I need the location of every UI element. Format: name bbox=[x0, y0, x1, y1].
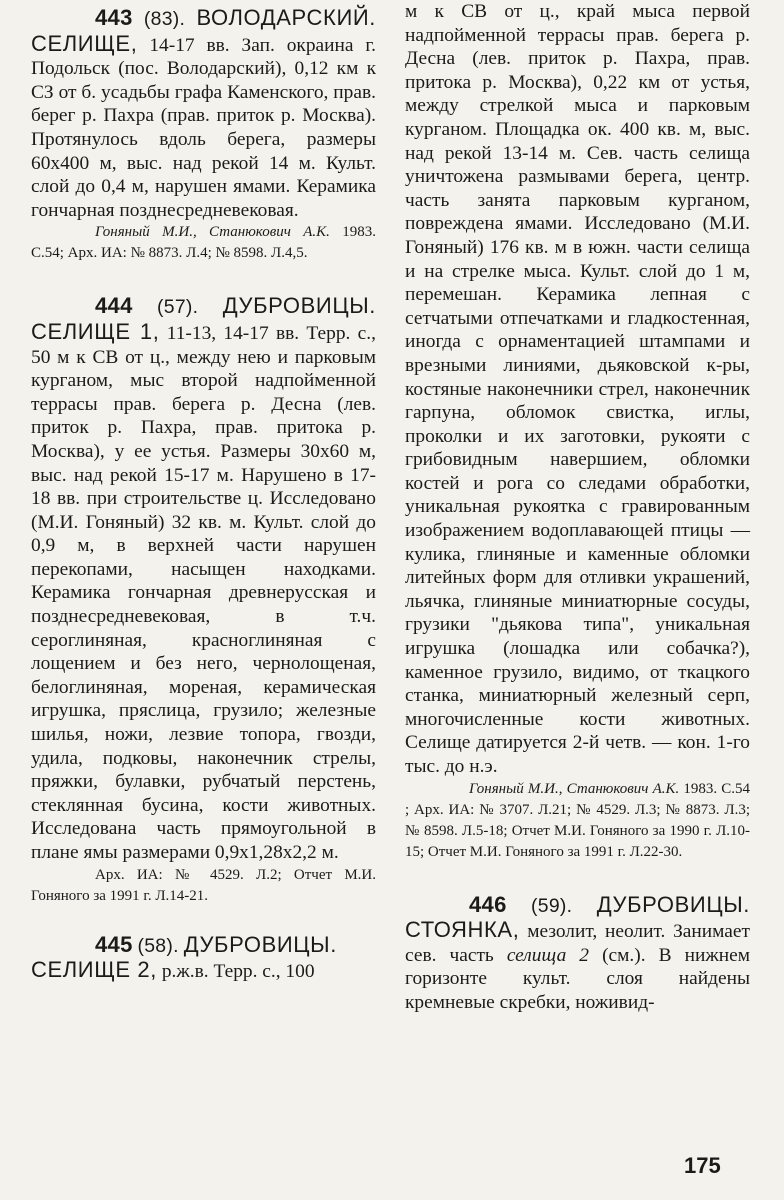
entry-references bbox=[405, 779, 750, 863]
entry-number: 443 bbox=[95, 5, 133, 30]
refs-text: 1983. С.54; Арх. ИА: № 8873. Л.4; № 8598. Л.4,5. bbox=[31, 224, 376, 262]
entry-ref-number: (59). bbox=[531, 894, 573, 917]
entry-references bbox=[31, 865, 376, 907]
entry-ref-number: (57). bbox=[157, 296, 199, 319]
entry-body: мезолит, неолит. Занимает сев. часть bbox=[405, 921, 750, 966]
right-column bbox=[405, 0, 750, 1015]
entry-number: 446 bbox=[469, 891, 507, 917]
entry-body-end: (см.). В нижнем горизонте культ. слоя найдены кремневые скребки, ноживид- bbox=[405, 944, 750, 1013]
entry-443 bbox=[31, 0, 376, 264]
refs-text: Арх. ИА: № 4529. Л.2; Отчет М.И. Гоняного за 1991 г. Л.14-21. bbox=[31, 866, 376, 904]
entry-references bbox=[31, 222, 376, 264]
page-number: 175 bbox=[684, 1153, 721, 1178]
entry-445-start bbox=[31, 933, 376, 984]
entry-body-continued: м к СВ от ц., край мыса первой надпойменной террасы прав. берега р. Десна (лев. приток р. Пахра, прав. притока р. Москва), 0,22 км от устья, между стрелкой мыса и парковым курганом. Площадка ок. 400 кв. м, выс. над рекой 13-14 м. Сев. часть селища уничтожена размывами берега, центр. часть занята парковым курганом, повреждена ямами. Исследовано (М.И. Гоняный) 176 кв. м в южн. части селища и на стрелке мыса. Культ. слой до 1 м, перемешан. Керамика лепная с сетчатыми отпечатками и гладкостенная, иногда с орнаментацией штампами и врезными линиями, дьяковской к-ры, костяные наконечники стрел, наконечник гарпуна, обломок свистка, иглы, проколки и их заготовки, рукояти с грибовидным навершием, обломки костей и рога со следами обработки, уникальная рукоятка с гравированным изображением водоплавающей птицы — кулика, глиняные и каменные обломки литейных форм для отливки украшений, льячка, глиняные миниатюрные сосуды, грузики "дьякова типа", уникальная игрушка (лошадка или собачка?), каменное грузило, видимо, от ткацкого станка, миниатюрный железный серп, многочисленные кости животных. Селище датируется 2-й четв. — кон. 1-го тыс. до н.э. bbox=[405, 1, 750, 777]
entry-445-continued bbox=[405, 0, 750, 863]
entry-number: 445 bbox=[95, 931, 133, 957]
entry-title: ДУБРОВИЦЫ. СЕЛИЩЕ 2, bbox=[31, 931, 337, 983]
entry-body-emphasis: селища 2 bbox=[506, 944, 590, 966]
entry-446 bbox=[405, 893, 750, 1015]
refs-author: Гоняный М.И., Станюкович А.К. bbox=[469, 780, 680, 797]
entry-ref-number: (83). bbox=[143, 8, 186, 30]
entry-444 bbox=[31, 294, 376, 906]
left-column bbox=[31, 0, 376, 984]
entry-body: 11-13, 14-17 вв. Терр. с., 50 м к СВ от ц., между нею и парковым курганом, мыс второй надпойменной террасы прав. берега р. Десна (лев. приток р. Пахра, прав. притока р. Москва), у ее устья. Размеры 30х60 м, выс. над рекой 15-17 м. Нарушено в 17-18 вв. при строительстве ц. Исследовано (М.И. Гоняный) 32 кв. м. Культ. слой до 0,9 м, в верхней части нарушен перекопами, насыщен находками. Керамика гончарная древнерусская и позднесредневековая, в т.ч. сероглиняная, красноглиняная с лощением и без него, чернолощеная, белоглиняная, мореная, керамическая игрушка, пряслица, грузило; железные шилья, ножи, лезвие топора, гвозди, удила, подковы, наконечник стрелы, пряжки, булавки, рубчатый перстень, стеклянная бусина, кости животных. Исследована часть прямоугольной в плане ямы размерами 0,9х1,28х2,2 м. bbox=[31, 322, 376, 863]
entry-body: 14-17 вв. Зап. окраина г. Подольск (пос. Володарский), 0,12 км к СЗ от б. усадьбы графа Каменского, прав. берег р. Пахра (прав. приток р. Москва). Протянулось вдоль берега, размеры 60х400 м, выс. над рекой 14 м. Культ. слой до 0,4 м, нарушен ямами. Керамика гончарная позднесредневековая. bbox=[31, 34, 376, 221]
entry-body-start: р.ж.в. Терр. с., 100 bbox=[161, 961, 315, 983]
entry-title: ВОЛОДАРСКИЙ. СЕЛИЩЕ, bbox=[31, 5, 376, 56]
entry-number: 444 bbox=[95, 293, 133, 319]
entry-title: ДУБРОВИЦЫ. СТОЯНКА, bbox=[405, 891, 750, 943]
entry-ref-number: (58). bbox=[137, 934, 179, 957]
refs-author: Гоняный М.И., Станюкович А.К. bbox=[95, 224, 330, 241]
entry-title: ДУБРОВИЦЫ. СЕЛИЩЕ 1, bbox=[31, 293, 376, 344]
refs-text: 1983. С.54 ; Арх. ИА: № 3707. Л.21; № 4529. Л.3; № 8873. Л.3; № 8598. Л.5-18; Отчет М.И. Гоняного за 1990 г. Л.10-15; Отчет М.И. Гоняного за 1991 г. Л.22-30. bbox=[405, 780, 751, 860]
